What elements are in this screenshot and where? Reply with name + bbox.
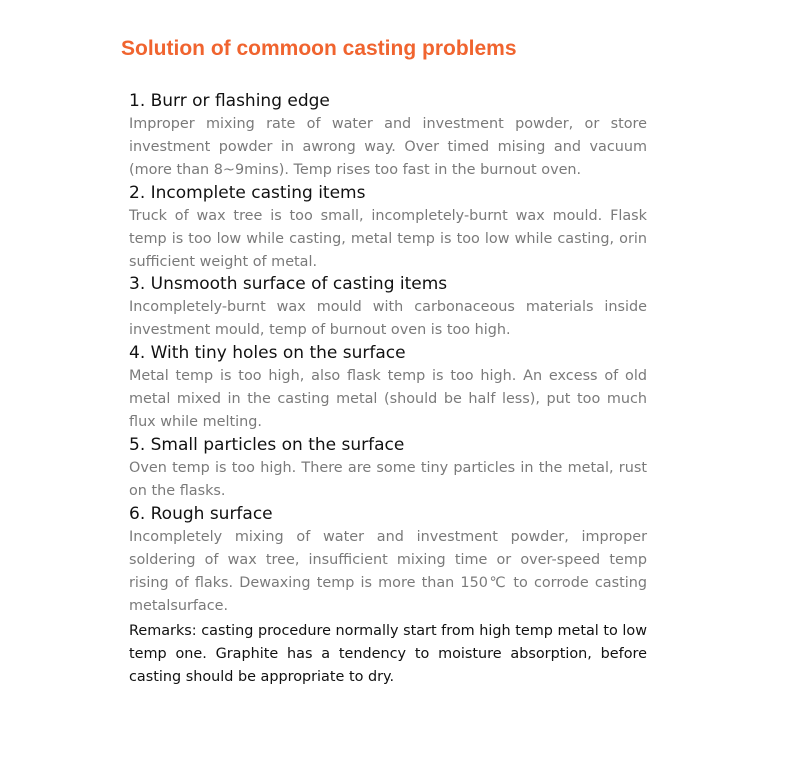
remarks-note: Remarks: casting procedure normally start from high temp metal to low temp one. Graphite has a tendency to moisture absorption, before casting should be appropriate to dry.	[129, 623, 647, 686]
problem-description: Improper mixing rate of water and investment powder, or store investment powder in awrong way. Over timed mising and vacuum (more than 8~9mins). Temp rises too fast in the burnout oven.	[129, 116, 647, 178]
problem-list	[129, 90, 647, 689]
problem-item	[129, 90, 647, 182]
problem-heading: 2. Incomplete casting items	[129, 182, 366, 203]
problem-item	[129, 503, 647, 618]
problem-item	[129, 342, 647, 434]
problem-description: Truck of wax tree is too small, incompletely-burnt wax mould. Flask temp is too low while casting, metal temp is too low while casting, orin sufficient weight of metal.	[129, 207, 647, 270]
problem-heading: 4. With tiny holes on the surface	[129, 343, 406, 364]
problem-description: Incompletely mixing of water and investment powder, improper soldering of wax tree, insufficient mixing time or over-speed temp rising of flaks. Dewaxing temp is more than 150℃ to corrode casting metalsurface.	[129, 528, 647, 614]
problem-description: Incompletely-burnt wax mould with carbonaceous materials inside investment mould, temp of burnout oven is too high.	[129, 299, 647, 339]
problem-item	[129, 273, 647, 342]
page-title: Solution of commoon casting problems	[121, 37, 517, 60]
problem-item	[129, 182, 647, 274]
problem-heading: 5. Small particles on the surface	[129, 434, 405, 455]
problem-item	[129, 434, 647, 503]
problem-heading: 3. Unsmooth surface of casting items	[129, 274, 448, 295]
problem-heading: 1. Burr or flashing edge	[129, 91, 330, 111]
problem-description: Oven temp is too high. There are some tiny particles in the metal, rust on the flasks.	[129, 459, 647, 499]
problem-heading: 6. Rough surface	[129, 503, 273, 524]
problem-description: Metal temp is too high, also flask temp is too high. An excess of old metal mixed in the casting metal (should be half less), put too much flux while melting.	[129, 368, 647, 431]
